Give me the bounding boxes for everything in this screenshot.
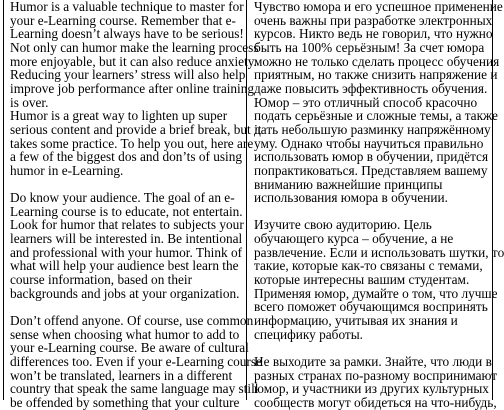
paragraph-gap	[254, 205, 490, 219]
bilingual-table	[3, 0, 504, 410]
text-line: обучающего курса – обучение, а не	[254, 231, 454, 247]
text-line: and professional with your humor. Think of	[10, 244, 243, 260]
text-line: Не выходите за рамки. Знайте, что люди в	[254, 354, 492, 370]
text-line: serious content and provide a brief break, but it	[10, 121, 262, 137]
russian-paragraph-offend	[254, 354, 498, 410]
paragraph-gap	[10, 300, 243, 314]
text-line: подать серьёзные и сложные темы, а также	[254, 108, 498, 124]
text-line: Reducing your learners’ stress will also help	[10, 67, 246, 83]
text-line: специфику работы.	[254, 326, 363, 342]
text-line: sense when choosing what humor to add to	[10, 326, 240, 342]
text-line: more enjoyable, but it can also reduce anxiety.	[10, 53, 257, 69]
text-line: Humor is a great way to lighten up super	[10, 108, 228, 124]
text-line: даже повысить эффективность обучения.	[254, 80, 488, 96]
text-line: Not only can humor make the learning process	[10, 39, 259, 55]
english-paragraph-audience	[10, 191, 243, 300]
text-line: Learning doesn’t always have to be serious!	[10, 26, 244, 42]
text-line: дать небольшую разминку напряжённому	[254, 121, 491, 137]
text-line: можно не только сделать процесс обучения	[254, 53, 500, 69]
text-line: course information, based on their	[10, 272, 193, 288]
text-line: be offended by something that your culture	[10, 395, 240, 410]
text-line: takes some practice. To help you out, here are	[10, 135, 254, 151]
russian-column	[247, 0, 504, 410]
english-paragraph-intro	[10, 0, 262, 178]
text-line: использовать юмор в обучении, придётся	[254, 149, 489, 165]
text-line: learners will be interested in. Be intentional	[10, 231, 243, 247]
text-line: Юмор – это отличный способ красочно	[254, 94, 478, 110]
text-line: юмор, и участники из других культурных	[254, 381, 489, 397]
text-line: всего поможет обучающимся воспринять	[254, 299, 488, 315]
text-line: Don’t offend anyone. Of course, use common	[10, 313, 254, 329]
text-line: your e-Learning course. Remember that e-	[10, 12, 236, 28]
text-line: Чувство юмора и его успешное применение	[254, 0, 503, 14]
text-line: won’t be translated, learners in a different	[10, 367, 233, 383]
text-line: Изучите свою аудиторию. Цель	[254, 217, 432, 233]
text-line: a few of the biggest dos and don’ts of using	[10, 149, 243, 165]
text-line: использования юмора в обучении.	[254, 190, 448, 206]
text-line: которые интересны вашим студентам.	[254, 272, 470, 288]
text-line: backgrounds and jobs at your organization.	[10, 285, 240, 301]
text-line: попрактиковаться. Представляем вашему	[254, 162, 488, 178]
text-line: сообществ могут обидеться на что-нибудь,	[254, 395, 497, 410]
text-line: курсов. Никто ведь не говорил, что нужно	[254, 26, 493, 42]
text-line: вниманию важнейшие принципы	[254, 176, 443, 192]
text-line: такие, которые как-то связаны с темами,	[254, 258, 483, 274]
paragraph-gap	[254, 341, 490, 355]
text-line: Humor is a valuable technique to master for	[10, 0, 244, 14]
text-line: развлечение. Если и использовать шутки, то	[254, 244, 504, 260]
text-line: humor in e-Learning.	[10, 162, 124, 178]
russian-paragraph-audience	[254, 217, 504, 342]
text-line: Применяя юмор, думайте о том, что лучше	[254, 285, 498, 301]
text-line: приятным, но также снизить напряжение и	[254, 67, 498, 83]
text-line: Learning course is to educate, not entertain.	[10, 203, 243, 219]
english-paragraph-offend	[10, 313, 262, 410]
russian-paragraph-intro	[254, 0, 503, 206]
text-line: информацию, учитывая их знания и	[254, 313, 458, 329]
text-line: быть на 100% серьёзным! За счет юмора	[254, 39, 485, 55]
text-line: differences too. Even if your e-Learning course	[10, 354, 262, 370]
english-column	[4, 0, 262, 410]
text-line: разных странах по-разному воспринимают	[254, 367, 498, 383]
text-line: Look for humor that relates to subjects your	[10, 217, 244, 233]
text-line: уму. Однако чтобы научиться правильно	[254, 135, 484, 151]
paragraph-gap	[10, 178, 243, 192]
text-line: country that speak the same language may still	[10, 381, 259, 397]
text-line: improve job performance after online training	[10, 80, 255, 96]
text-line: what will help your audience best learn the	[10, 258, 239, 274]
text-line: your e-Learning course. Be aware of cultural	[10, 340, 249, 356]
text-line: is over.	[10, 94, 49, 110]
text-line: очень важны при разработке электронных	[254, 12, 493, 28]
text-line: Do know your audience. The goal of an e-	[10, 190, 235, 206]
